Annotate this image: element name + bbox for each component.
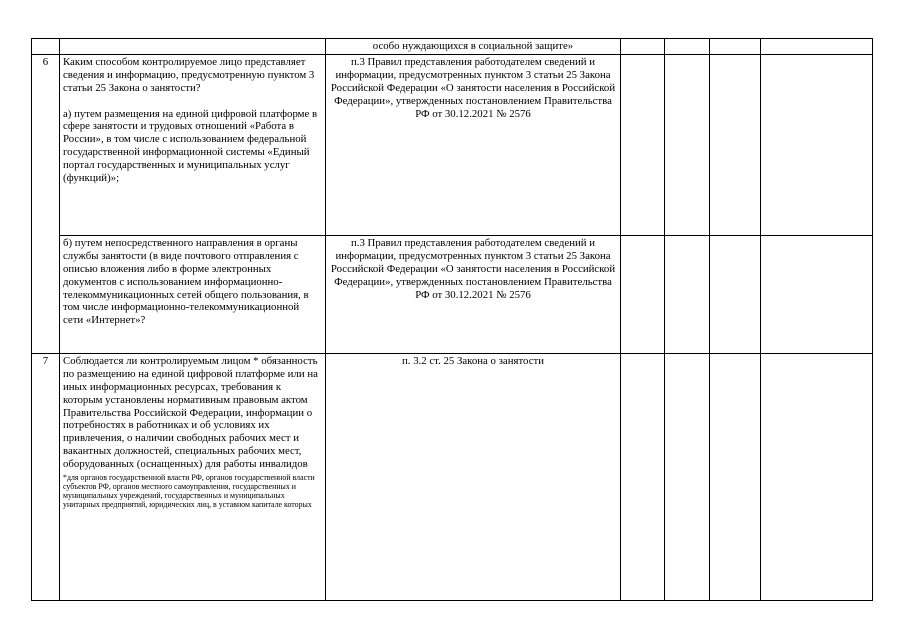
- table-row-q6-option-b: [32, 235, 873, 353]
- question-cell: [60, 39, 326, 55]
- answer-yes-cell: [621, 39, 665, 55]
- paragraph-gap: [63, 95, 322, 108]
- reference-cell: п.3 Правил представления работодателем сведений и информации, предусмотренных пунктом 3 статьи 25 Закона Российской Федерации «О занятости населения в Российской Федерации», утвержденных постановлением Правительства РФ от 30.12.2021 № 2576: [326, 235, 621, 353]
- question-cell: [60, 353, 326, 600]
- number-cell: [32, 39, 60, 55]
- answer-na-cell: [710, 353, 761, 600]
- question-clip: [63, 355, 322, 599]
- footnote-text: *для органов государственной власти РФ, органов государственной власти субъектов РФ, органов местного самоуправления, государственных и муниципальных учреждений, государственных и муниципальных унитарных предприятий, юридических лиц, в уставном капитале которых: [63, 473, 315, 510]
- question-text: Каким способом контролируемое лицо представляет сведения и информацию, предусмотренную пунктом 3 статьи 25 Закона о занятости?: [63, 55, 315, 94]
- answer-na-cell: [710, 39, 761, 55]
- reference-cell: п. 3.2 ст. 25 Закона о занятости: [326, 353, 621, 600]
- notes-cell: [761, 54, 873, 235]
- answer-na-cell: [710, 235, 761, 353]
- table-row-q7: [32, 353, 873, 600]
- option-b-text: б) путем непосредственного направления в органы службы занятости (в виде почтового отправления с описью вложения либо в форме электронных документов с использованием информационно-телекоммуникационных сетей общего пользования, в том числе информационно-телекоммуникационной сети «Интернет»?: [60, 235, 326, 353]
- reference-cell: п.3 Правил представления работодателем сведений и информации, предусмотренных пунктом 3 статьи 25 Закона Российской Федерации «О занятости населения в Российской Федерации», утвержденных постановлением Правительства РФ от 30.12.2021 № 2576: [326, 54, 621, 235]
- checklist-table: [31, 38, 873, 601]
- answer-no-cell: [665, 54, 710, 235]
- question-cell: [60, 54, 326, 235]
- answer-yes-cell: [621, 235, 665, 353]
- table-row-q6-option-a: [32, 54, 873, 235]
- notes-cell: [761, 353, 873, 600]
- notes-cell: [761, 235, 873, 353]
- option-a-text: а) путем размещения на единой цифровой платформе в сфере занятости и трудовых отношений «Работа в России», в том числе с использованием федеральной государственной информационной системы «Единый портал государственных и муниципальных услуг (функций)»;: [63, 107, 318, 185]
- notes-cell: [761, 39, 873, 55]
- table-row-continuation: [32, 39, 873, 55]
- answer-na-cell: [710, 54, 761, 235]
- answer-no-cell: [665, 353, 710, 600]
- reference-cell: особо нуждающихся в социальной защите»: [326, 39, 621, 55]
- question-number: 7: [32, 353, 60, 600]
- question-number: 6: [32, 54, 60, 353]
- answer-no-cell: [665, 39, 710, 55]
- question-text: Соблюдается ли контролируемым лицом * обязанность по размещению на единой цифровой платформе или на иных информационных ресурсах, требования к которым установлены нормативным правовым актом Правительства Российской Федерации, информации о потребностях в работниках и об условиях их привлечения, о наличии свободных рабочих мест и вакантных должностей, специальных рабочих мест, оборудованных (оснащенных) для работы инвалидов: [63, 354, 318, 471]
- answer-yes-cell: [621, 54, 665, 235]
- answer-yes-cell: [621, 353, 665, 600]
- answer-no-cell: [665, 235, 710, 353]
